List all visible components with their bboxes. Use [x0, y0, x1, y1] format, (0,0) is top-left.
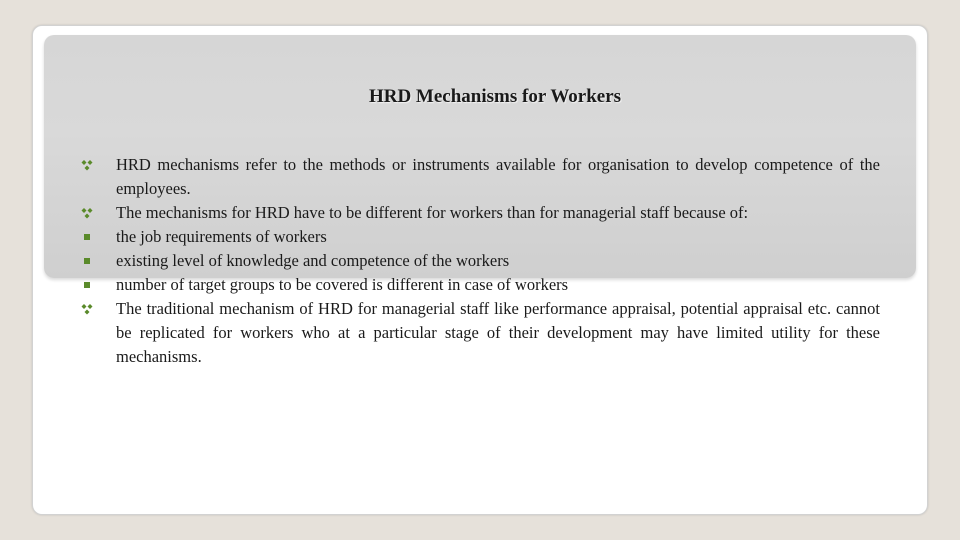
square-bullet-icon — [80, 225, 94, 249]
bullet-item — [80, 249, 880, 273]
bullet-item — [80, 201, 880, 225]
bullet-text: The mechanisms for HRD have to be different for workers than for managerial staff because of: — [116, 203, 749, 222]
bullet-text: existing level of knowledge and competence of the workers — [116, 251, 510, 270]
bullet-text: The traditional mechanism of HRD for managerial staff like performance appraisal, potential appraisal etc. cannot be replicated for workers who at a particular stage of their development may have limited utility for these mechanisms. — [116, 299, 880, 366]
bullet-item — [80, 225, 880, 249]
bullet-item — [80, 153, 880, 201]
bullet-item — [80, 273, 880, 297]
diamond-check-icon — [80, 153, 94, 177]
bullet-item — [80, 297, 880, 369]
diamond-check-icon — [80, 201, 94, 225]
bullet-text: HRD mechanisms refer to the methods or instruments available for organisation to develop competence of the employees. — [116, 155, 880, 198]
bullet-text: number of target groups to be covered is different in case of workers — [116, 275, 569, 294]
slide-title: HRD Mechanisms for Workers — [368, 86, 622, 107]
square-bullet-icon — [80, 273, 94, 297]
diamond-check-icon — [80, 297, 94, 321]
square-bullet-icon — [80, 249, 94, 273]
bullet-text: the job requirements of workers — [116, 227, 327, 246]
bullet-list — [80, 153, 880, 369]
